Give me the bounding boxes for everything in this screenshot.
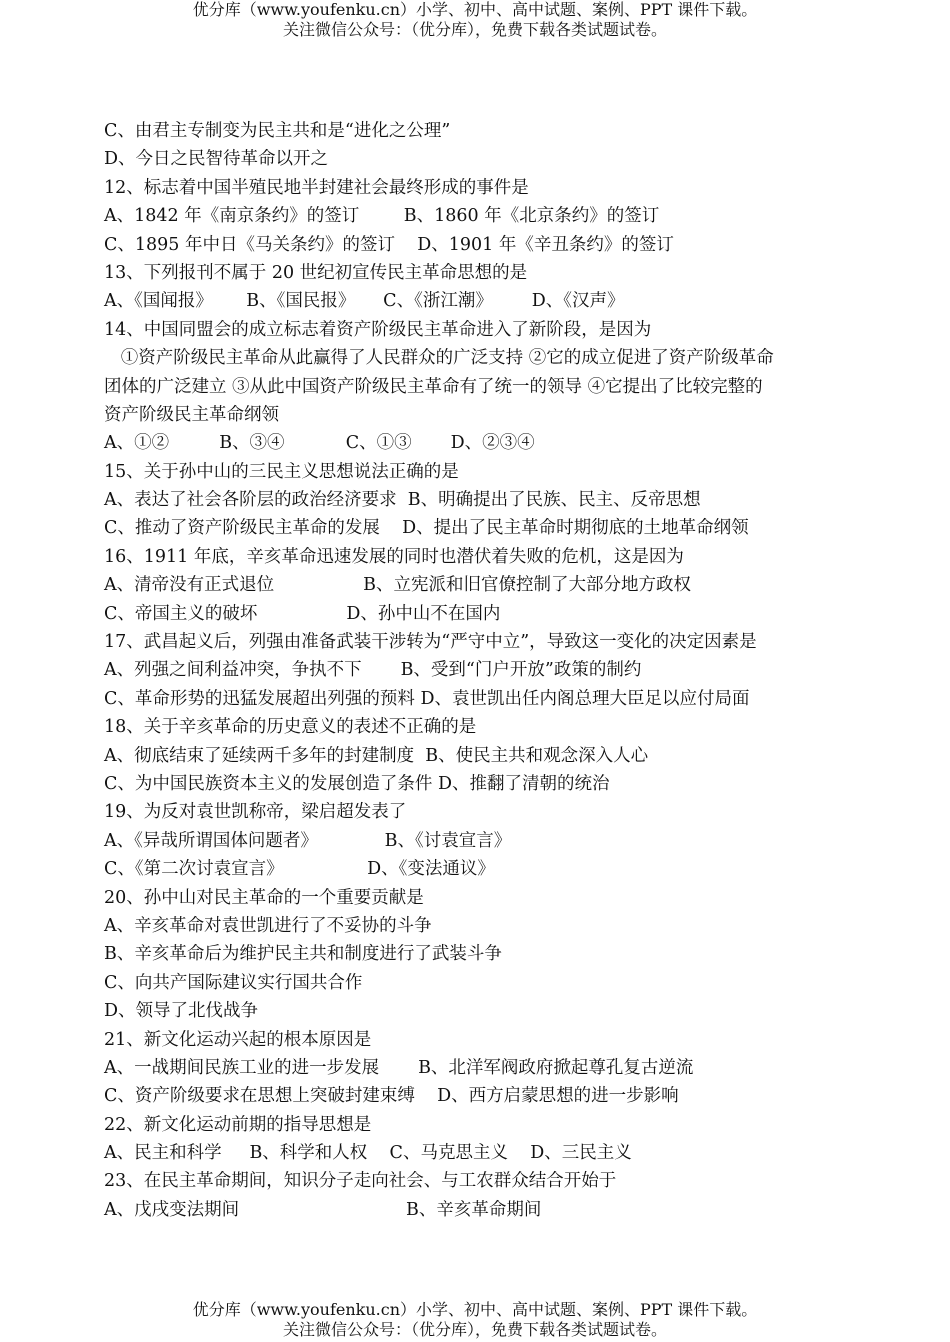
header-line-1: 优分库（www.youfenku.cn）小学、初中、高中试题、案例、PPT 课件下载。 (192, 0, 758, 19)
options-line: B、辛亥革命后为维护民主共和制度进行了武装斗争 (104, 944, 502, 965)
options-line: A、《国闻报》 B、《国民报》 C、《浙江潮》 D、《汉声》 (104, 291, 625, 312)
options-line: A、列强之间利益冲突，争执不下 B、受到“门户开放”政策的制约 (104, 660, 642, 681)
page-header (0, 0, 950, 40)
options-line: C、向共产国际建议实行国共合作 (104, 972, 363, 993)
options-line: C、1895 年中日《马关条约》的签订 D、1901 年《辛丑条约》的签订 (104, 234, 674, 255)
options-line: C、为中国民族资本主义的发展创造了条件 D、推翻了清朝的统治 (104, 773, 610, 794)
text-line: 团体的广泛建立 ③从此中国资产阶级民主革命有了统一的领导 ④它提出了比较完整的 (104, 376, 763, 397)
text-line: C、由君主专制变为民主共和是“进化之公理” (104, 121, 451, 141)
options-line: A、一战期间民族工业的进一步发展 B、北洋军阀政府掀起尊孔复古逆流 (104, 1057, 694, 1078)
header-line-2: 关注微信公众号：（优分库），免费下载各类试题试卷。 (282, 20, 667, 39)
options-line: C、推动了资产阶级民主革命的发展 D、提出了民主革命时期彻底的土地革命纲领 (104, 518, 749, 539)
footer-line-1: 优分库（www.youfenku.cn）小学、初中、高中试题、案例、PPT 课件下载。 (192, 1300, 758, 1319)
question-14: 14、中国同盟会的成立标志着资产阶级民主革命进入了新阶段，是因为 (104, 319, 652, 340)
options-line: C、帝国主义的破坏 D、孙中山不在国内 (104, 603, 501, 624)
options-line: A、①② B、③④ C、①③ D、②③④ (104, 433, 535, 454)
question-20: 20、孙中山对民主革命的一个重要贡献是 (104, 887, 424, 908)
footer-line-2: 关注微信公众号：（优分库），免费下载各类试题试卷。 (282, 1320, 667, 1339)
options-line: A、表达了社会各阶层的政治经济要求 B、明确提出了民族、民主、反帝思想 (104, 490, 701, 511)
options-line: A、戊戌变法期间 B、辛亥革命期间 (104, 1199, 542, 1220)
options-line: A、民主和科学 B、科学和人权 C、马克思主义 D、三民主义 (104, 1143, 632, 1164)
options-line: A、1842 年《南京条约》的签订 B、1860 年《北京条约》的签订 (104, 206, 660, 227)
text-line: D、今日之民智待革命以开之 (104, 149, 329, 170)
question-15: 15、关于孙中山的三民主义思想说法正确的是 (104, 461, 459, 482)
options-line: D、领导了北伐战争 (104, 1001, 259, 1022)
options-line: A、彻底结束了延续两千多年的封建制度 B、使民主共和观念深入人心 (104, 745, 649, 766)
question-16: 16、1911 年底，辛亥革命迅速发展的同时也潜伏着失败的危机，这是因为 (104, 546, 684, 567)
question-23: 23、在民主革命期间，知识分子走向社会、与工农群众结合开始于 (104, 1171, 617, 1192)
options-line: C、革命形势的迅猛发展超出列强的预料 D、袁世凯出任内阁总理大臣足以应付局面 (104, 688, 750, 709)
question-19: 19、为反对袁世凯称帝，梁启超发表了 (104, 802, 407, 823)
page-footer (0, 1300, 950, 1340)
options-line: A、《异哉所谓国体问题者》 B、《讨袁宣言》 (104, 830, 512, 851)
options-line: C、资产阶级要求在思想上突破封建束缚 D、西方启蒙思想的进一步影响 (104, 1086, 679, 1107)
options-line: C、《第二次讨袁宣言》 D、《变法通议》 (104, 859, 495, 880)
options-line: A、清帝没有正式退位 B、立宪派和旧官僚控制了大部分地方政权 (104, 575, 691, 596)
document-body (104, 117, 864, 1224)
options-line: A、辛亥革命对袁世凯进行了不妥协的斗争 (104, 915, 432, 936)
question-22: 22、新文化运动前期的指导思想是 (104, 1114, 372, 1135)
question-18: 18、关于辛亥革命的历史意义的表述不正确的是 (104, 717, 477, 738)
question-13: 13、下列报刊不属于 20 世纪初宣传民主革命思想的是 (104, 262, 528, 283)
text-line: 资产阶级民主革命纲领 (104, 404, 279, 425)
question-17: 17、武昌起义后，列强由准备武装干涉转为“严守中立”，导致这一变化的决定因素是 (104, 632, 757, 653)
question-21: 21、新文化运动兴起的根本原因是 (104, 1029, 372, 1050)
text-line: ①资产阶级民主革命从此赢得了人民群众的广泛支持 ②它的成立促进了资产阶级革命 (104, 348, 774, 369)
question-12: 12、标志着中国半殖民地半封建社会最终形成的事件是 (104, 177, 529, 198)
